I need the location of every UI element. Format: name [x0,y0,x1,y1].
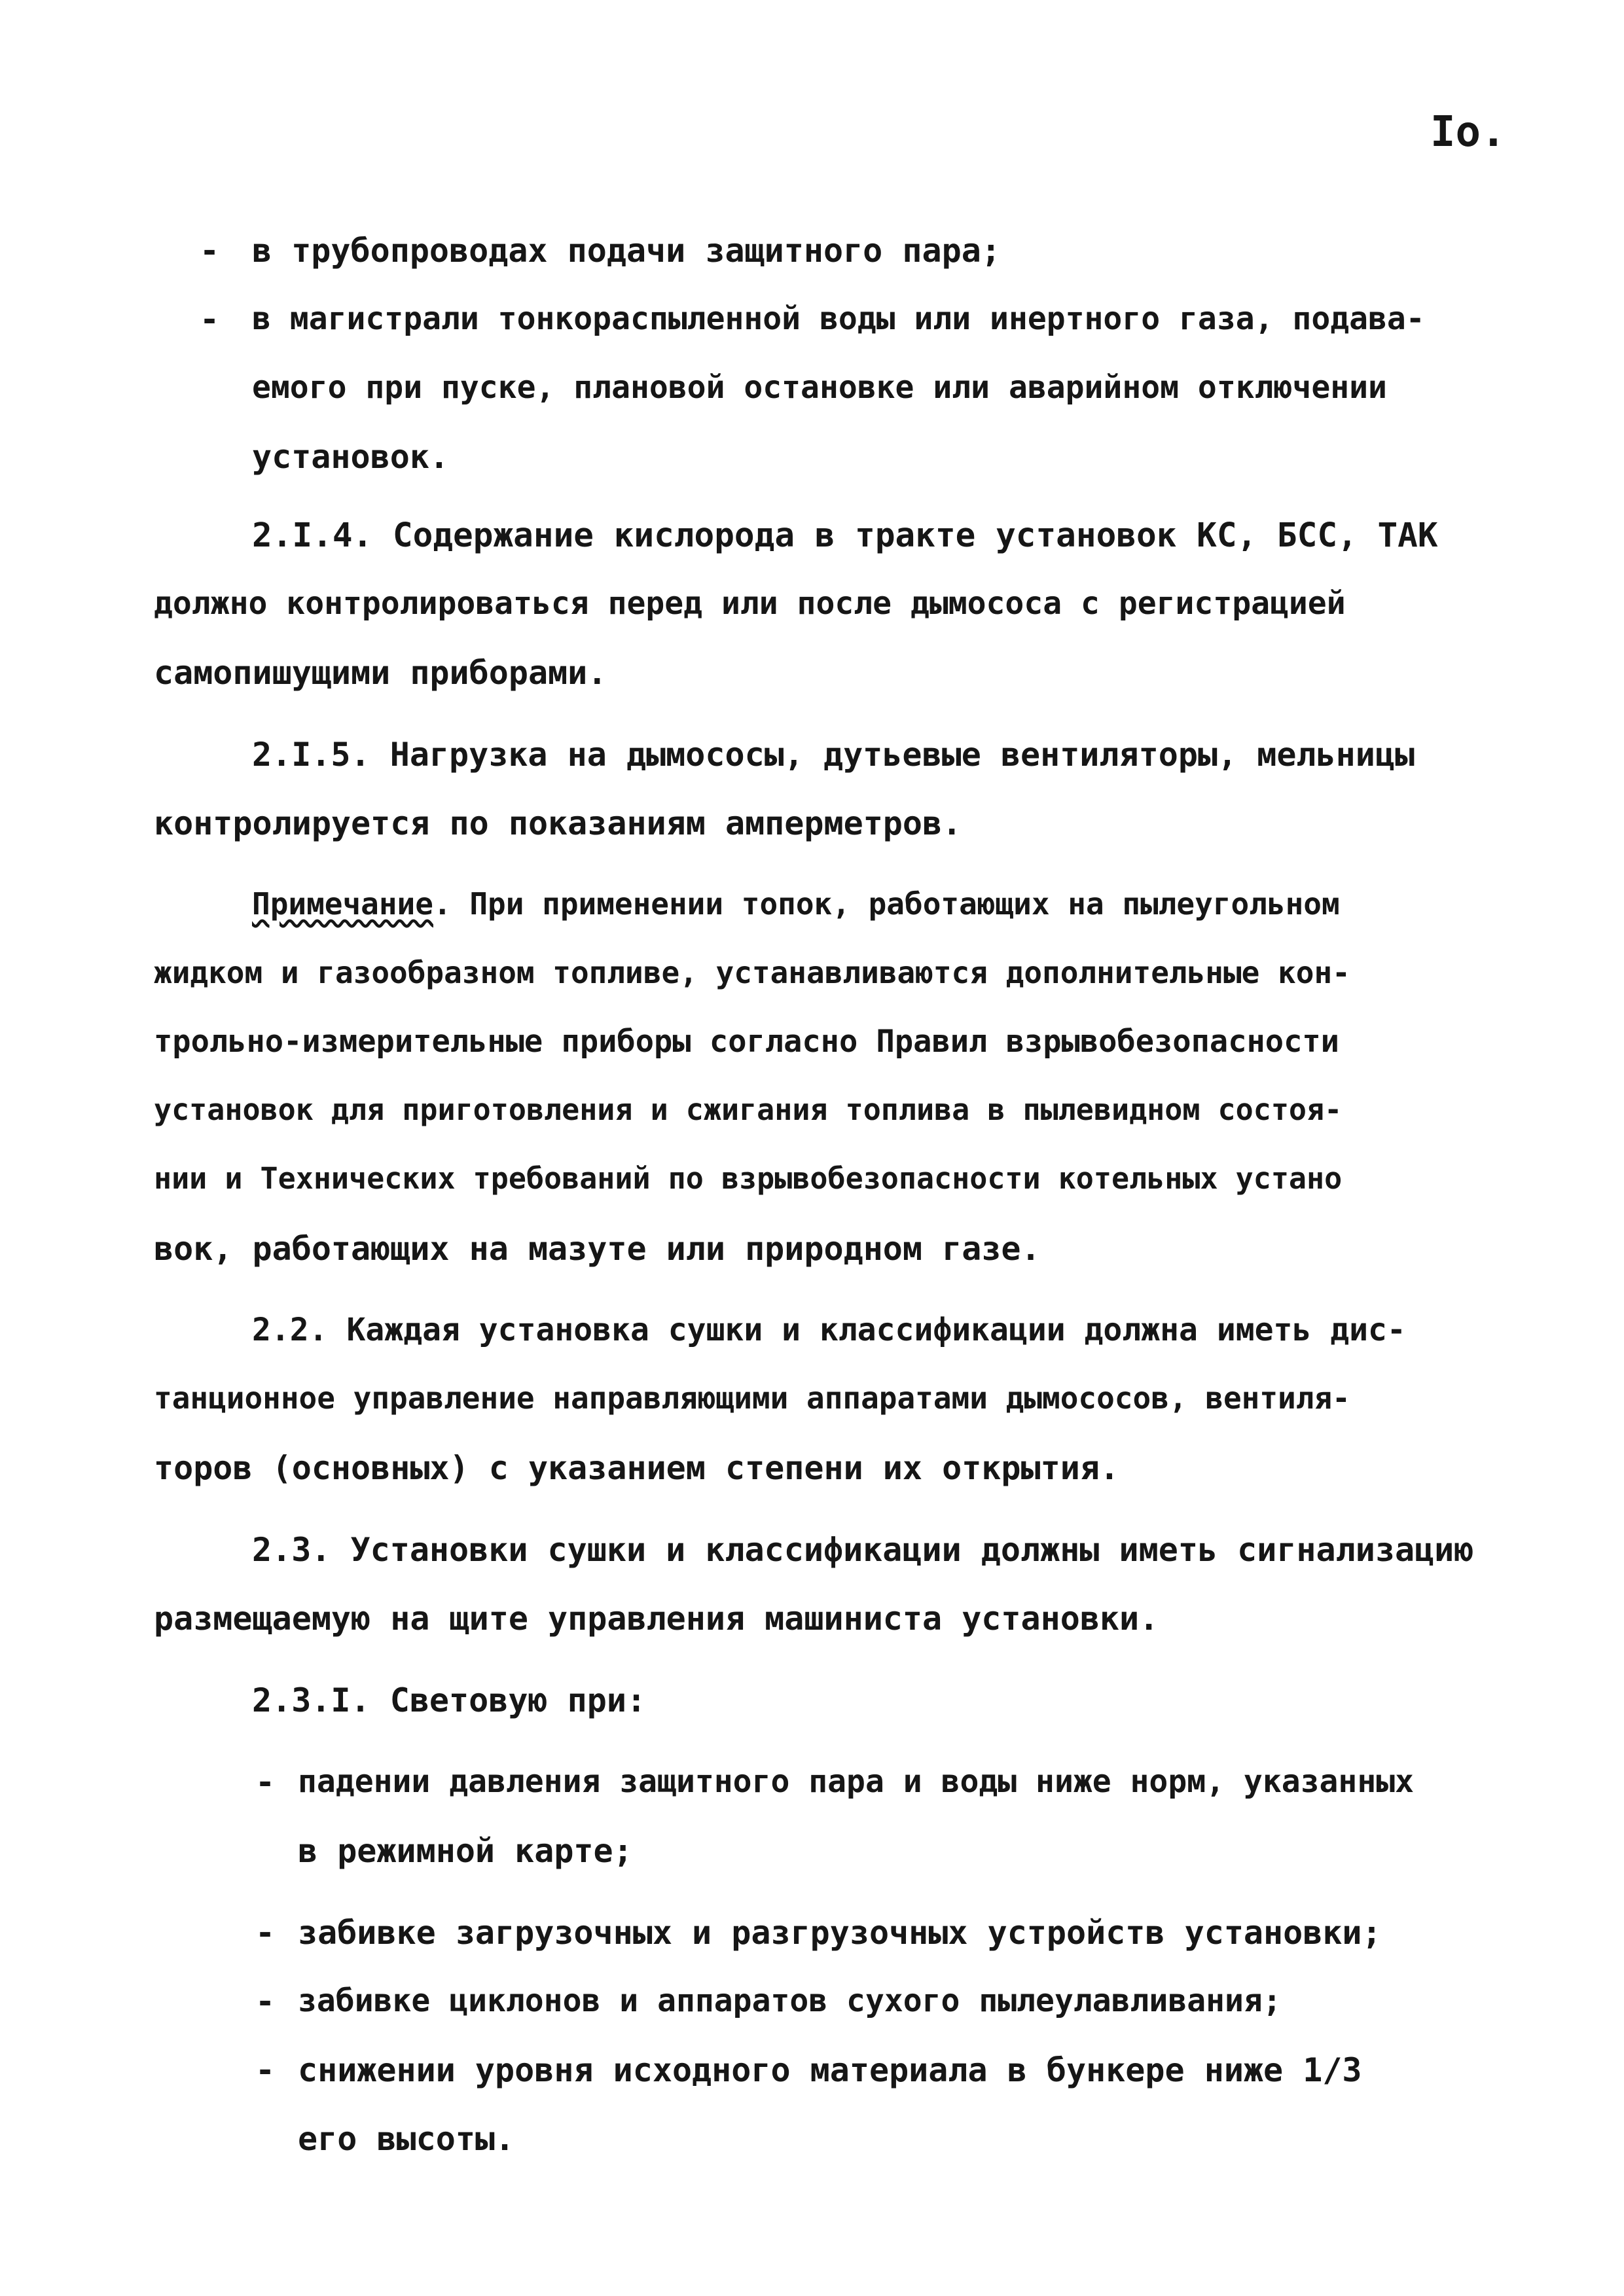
list-item-line: емого при пуске, плановой остановке или аварийном отключении [252,369,1387,406]
paragraph-line: нии и Технических требований по взрывобезопасности котельных устано [154,1161,1343,1196]
list-item-line: в режимной карте; [298,1832,633,1870]
note-first-line-text: . При применении топок, работающих на пылеугольном [433,886,1340,922]
list-item-line: в трубопроводах подачи защитного пара; [252,232,1001,270]
list-dash: - [255,1763,276,1801]
paragraph-line: трольно-измерительные приборы согласно Правил взрывобезопасности [154,1024,1339,1060]
list-item-line: забивке загрузочных и разгрузочных устройств установки; [298,1914,1382,1952]
list-item-line: установок. [252,438,450,476]
note-label: Примечание [252,886,433,922]
paragraph-line: 2.I.5. Нагрузка на дымососы, дутьевые вентиляторы, мельницы [252,736,1415,774]
note-first-line [252,886,1340,922]
list-dash: - [200,232,220,270]
paragraph-2-3-1: 2.3.I. Световую при: [252,1681,647,1719]
list-dash: - [255,1914,276,1952]
page-number: Io. [1430,108,1506,156]
paragraph-line: торов (основных) с указанием степени их открытия. [154,1449,1120,1487]
paragraph-line: жидком и газообразном топливе, устанавливаются дополнительные кон- [154,955,1350,990]
paragraph-line: танционное управление направляющими аппаратами дымососов, вентиля- [154,1380,1350,1416]
list-item-line: падении давления защитного пара и воды ниже норм, указанных [298,1763,1415,1800]
paragraph-line: размещаемую на щите управления машиниста установки. [154,1600,1159,1638]
list-dash: - [200,300,220,338]
list-dash: - [255,2051,276,2089]
list-item-line: забивке циклонов и аппаратов сухого пылеулавливания; [298,1982,1282,2019]
paragraph-line: установок для приготовления и сжигания топлива в пылевидном состоя- [154,1092,1343,1127]
list-item-line: в магистрали тонкораспыленной воды или инертного газа, подава- [252,300,1425,337]
paragraph-line: вок, работающих на мазуте или природном газе. [154,1230,1041,1268]
list-item-line: его высоты. [298,2120,515,2158]
list-dash: - [255,1982,276,2020]
paragraph-line: должно контролироваться перед или после дымососа с регистрацией [154,585,1346,622]
paragraph-line: самопишущими приборами. [154,654,607,692]
list-item-line: снижении уровня исходного материала в бункере ниже 1/3 [298,2051,1362,2089]
paragraph-line: контролируется по показаниям амперметров. [154,804,962,842]
paragraph-line: 2.I.4. Содержание кислорода в тракте установок КС, БСС, ТАК [252,516,1438,555]
paragraph-line: 2.2. Каждая установка сушки и классификации должна иметь дис- [252,1312,1406,1348]
paragraph-line: 2.3. Установки сушки и классификации должны иметь сигнализацию [252,1531,1474,1569]
